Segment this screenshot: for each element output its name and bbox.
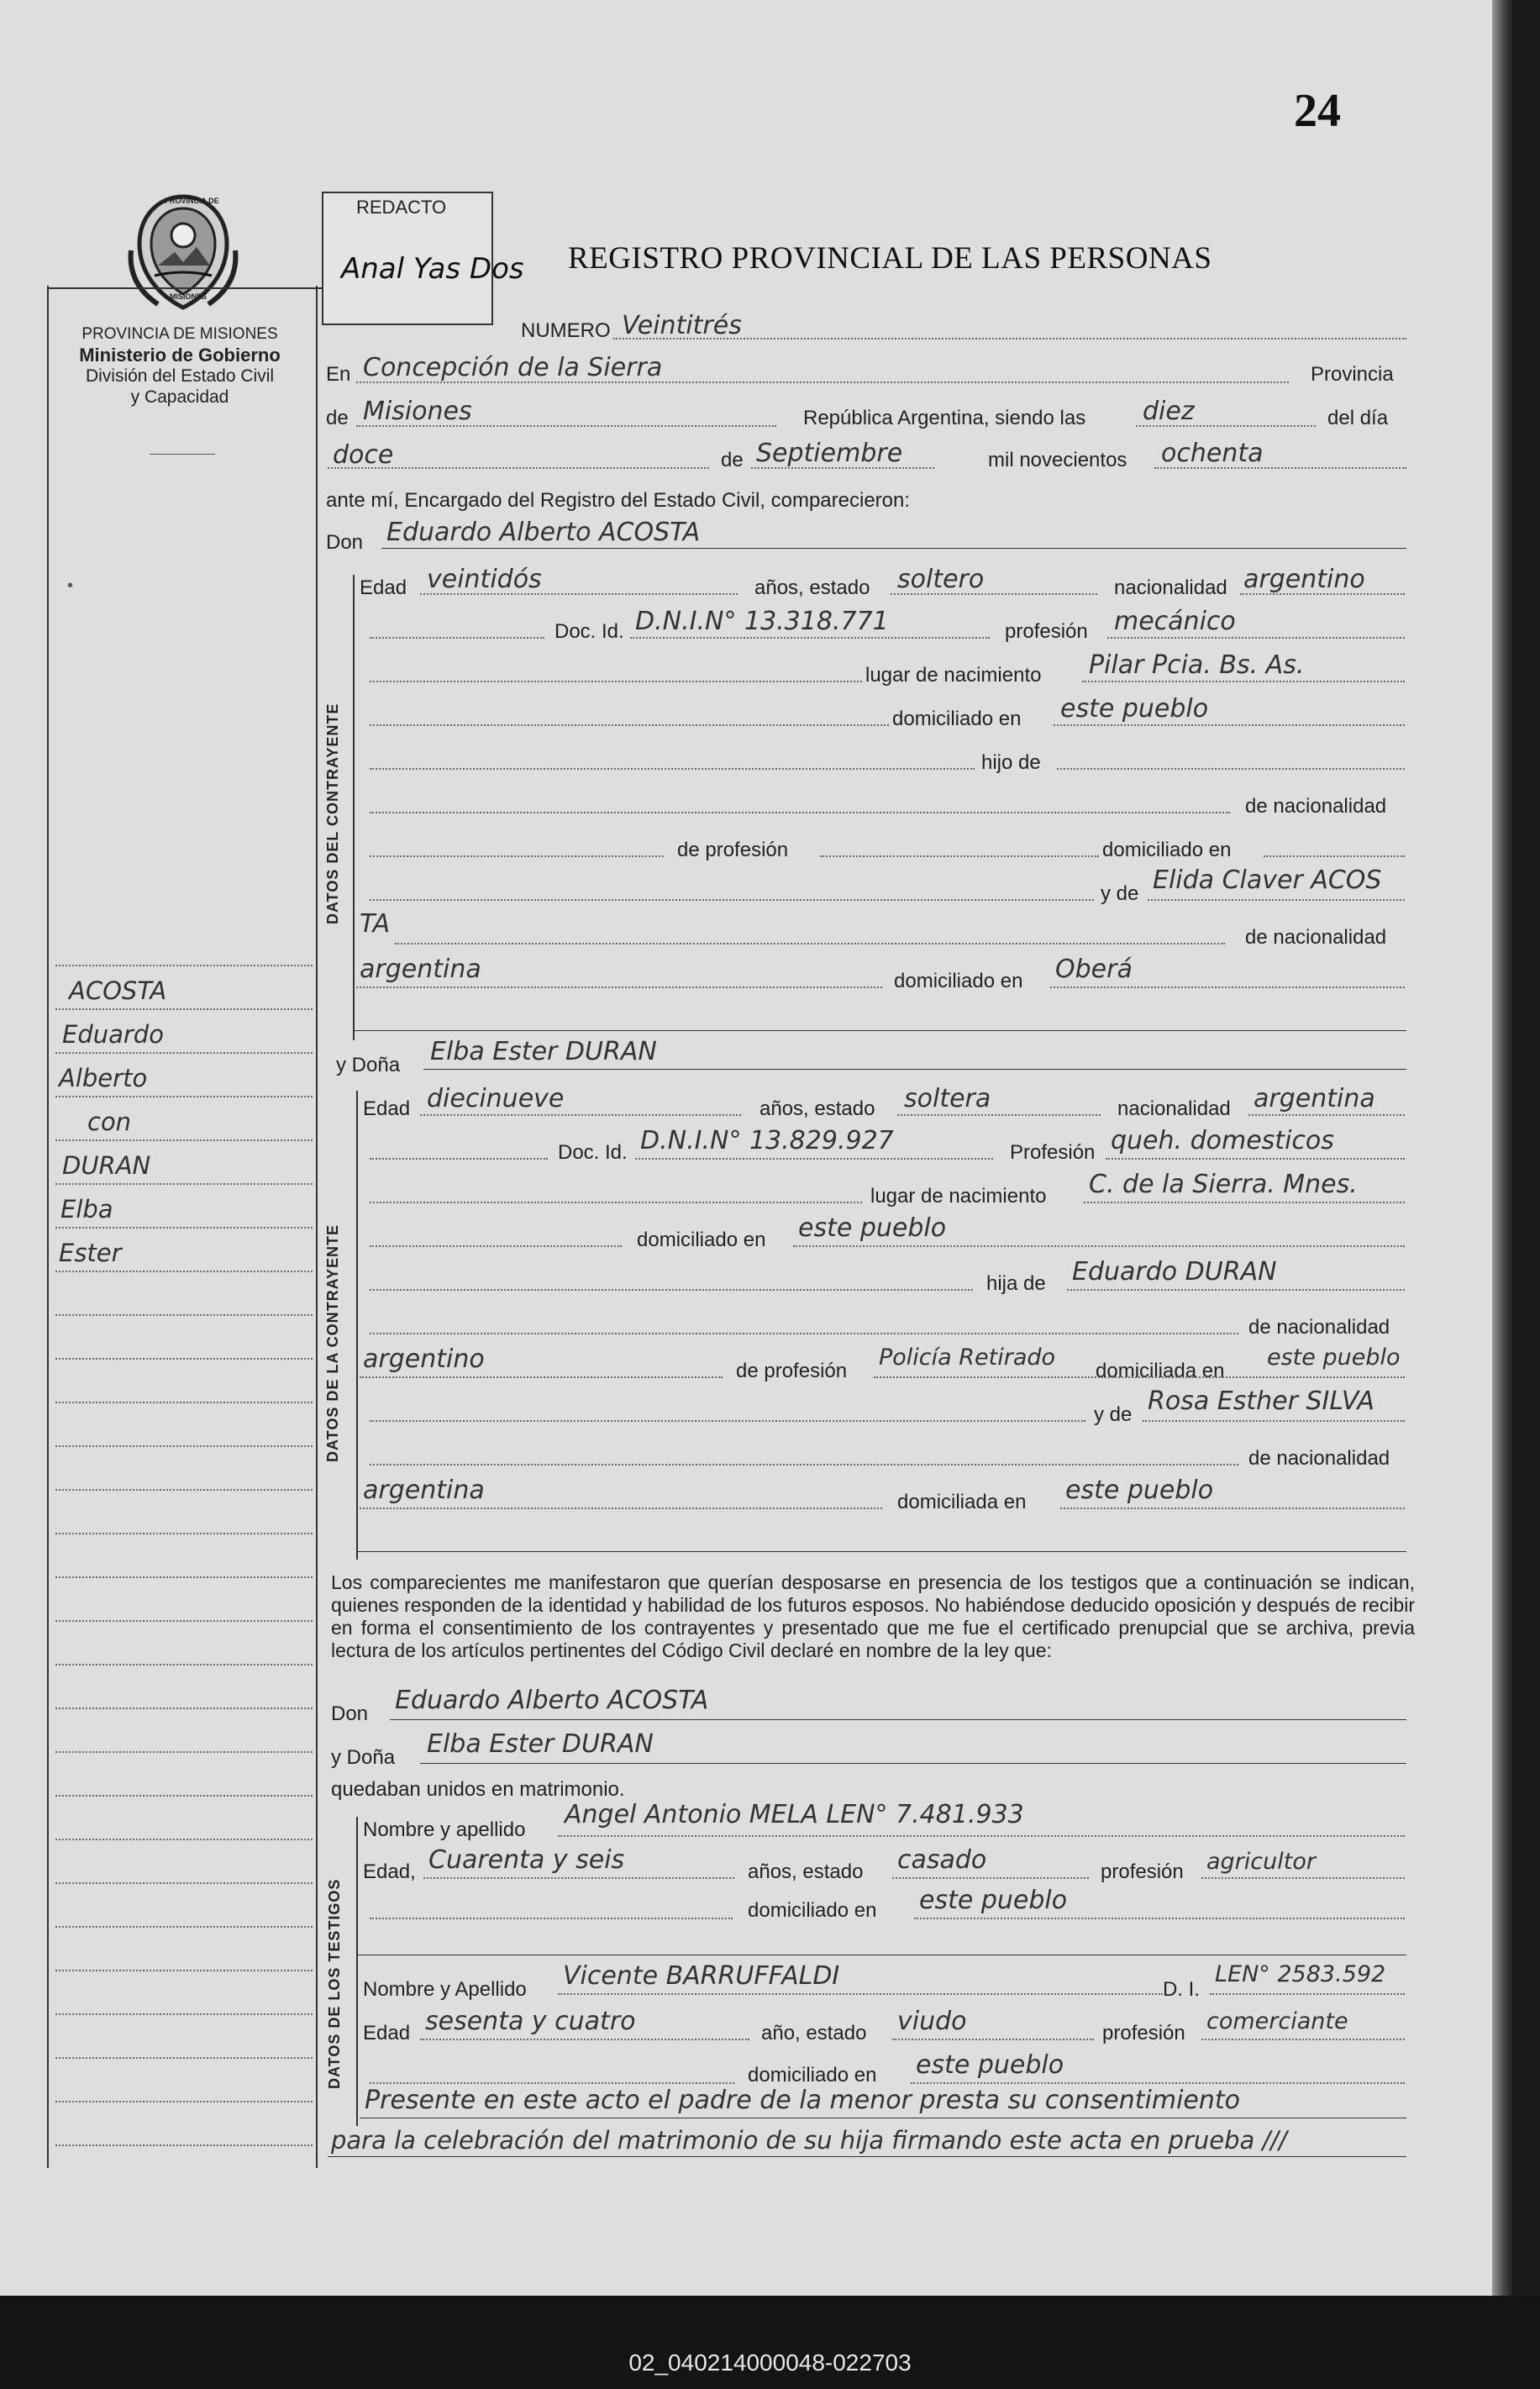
margin-rule-line (55, 1096, 313, 1097)
groom-dom-label: domiciliado en (892, 708, 1022, 730)
unidos-text: quedaban unidos en matrimonio. (331, 1778, 625, 1801)
en-value: Concepción de la Sierra (363, 353, 663, 382)
t1-profesion: agricultor (1206, 1849, 1316, 1875)
groom-nacionalidad: argentino (1243, 565, 1365, 594)
redacto-label: REDACTO (356, 197, 447, 218)
witness-section-rule (356, 1817, 358, 2126)
margin-rule-line (55, 1445, 313, 1447)
note-line-1: Presente en este acto el padre de la menor presta su consentimiento (365, 2086, 1240, 2115)
witness-section-label: DATOS DE LOS TESTIGOS (326, 1878, 343, 2089)
groom-lugar: Pilar Pcia. Bs. As. (1089, 650, 1305, 680)
book-spine-edge (1492, 0, 1512, 2296)
bride-lugar: C. de la Sierra. Mnes. (1089, 1170, 1358, 1199)
bride-edad-label: Edad (363, 1097, 411, 1120)
groom-mother-domicilio: Oberá (1055, 955, 1133, 984)
page-number: 24 (1294, 85, 1341, 137)
ante-mi-text: ante mí, Encargado del Registro del Estado Civil, comparecieron: (326, 489, 911, 512)
groom-profesion: mecánico (1114, 607, 1236, 636)
provincia-label: Provincia (1311, 363, 1394, 386)
redacto-signature: Anal Yas Dos (341, 252, 524, 286)
margin-rule-line (55, 1271, 313, 1272)
t1-nombre-label: Nombre y apellido (363, 1818, 526, 1841)
margin-top-rule (47, 287, 318, 289)
bride-profesion-label: Profesión (1010, 1141, 1096, 1164)
margin-rule-line (55, 965, 313, 966)
margin-name-5: DURAN (62, 1151, 151, 1180)
t2-estado: viudo (897, 2007, 967, 2036)
t1-estado: casado (897, 1845, 987, 1875)
groom-mother-dom-label: domiciliado en (894, 970, 1023, 992)
t2-estado-label: año, estado (761, 2022, 867, 2044)
margin-rule-line (55, 1139, 313, 1141)
t2-profesion-label: profesión (1102, 2022, 1185, 2044)
bride-estado: soltera (904, 1084, 991, 1113)
margin-name-2: Eduardo (62, 1020, 164, 1049)
bride-mother: Rosa Esther SILVA (1148, 1387, 1374, 1416)
bride-domicilio: este pueblo (798, 1213, 947, 1243)
margin-rule-line (55, 2013, 313, 2015)
left-margin-rule (47, 286, 49, 2168)
margin-rule-line (55, 1402, 313, 1403)
t1-domicilio: este pueblo (919, 1886, 1068, 1915)
dona-label: y Doña (336, 1054, 401, 1076)
de-label: de (326, 407, 349, 429)
bride-father-nac-label: de nacionalidad (1248, 1316, 1390, 1339)
provincia-value: Misiones (363, 397, 472, 426)
margin-rule-line (55, 1839, 313, 1840)
groom-father-dom-label: domiciliado en (1102, 839, 1232, 861)
margin-rule-line (55, 1227, 313, 1229)
margin-rule-line (55, 1970, 313, 1971)
margin-mark: • (67, 576, 74, 595)
seal-text-top: PROVINCIA DE (165, 197, 219, 205)
anio-value: ochenta (1161, 439, 1264, 468)
groom-nac-label: nacionalidad (1114, 576, 1227, 599)
bride-mother-nac-label: de nacionalidad (1248, 1447, 1390, 1470)
margin-name-6: Elba (60, 1195, 113, 1223)
margin-rule-line (55, 1620, 313, 1622)
t2-profesion: comerciante (1206, 2008, 1348, 2034)
bride-lugar-label: lugar de nacimiento (870, 1185, 1047, 1208)
bride-father-domicilio: este pueblo (1267, 1344, 1401, 1371)
t2-edad: sesenta y cuatro (425, 2007, 636, 2036)
t2-di: LEN° 2583.592 (1215, 1961, 1386, 1987)
bride-mother-dom-label: domiciliada en (897, 1491, 1027, 1513)
groom-mother-nacionalidad: argentina (360, 955, 481, 984)
dia-value: doce (333, 440, 394, 470)
bride-father-nacionalidad: argentino (363, 1344, 485, 1374)
numero-value: Veintitrés (622, 311, 742, 340)
bride-section-rule (356, 1091, 358, 1560)
groom-profesion-label: profesión (1005, 620, 1088, 643)
t2-domicilio: este pueblo (916, 2050, 1064, 2080)
margin-rule-line (55, 1576, 313, 1578)
issuer-ministry: Ministerio de Gobierno (79, 345, 281, 366)
t1-edad: Cuarenta y seis (428, 1845, 625, 1875)
en-label: En (326, 363, 351, 386)
groom-estado-label: años, estado (754, 576, 870, 599)
t2-nombre: Vicente BARRUFFALDI (563, 1961, 840, 1991)
groom-section-rule (353, 575, 355, 1040)
margin-rule-line (55, 1052, 313, 1054)
groom-section-label: DATOS DEL CONTRAYENTE (324, 702, 341, 924)
margin-rule-line (55, 1751, 313, 1753)
mes-value: Septiembre (756, 439, 903, 468)
margin-column-rule (316, 286, 318, 2168)
bride-hija-label: hija de (986, 1272, 1046, 1295)
margin-rule-line (55, 1926, 313, 1928)
groom-doc-label: Doc. Id. (555, 620, 624, 643)
groom-domicilio: este pueblo (1060, 694, 1209, 724)
t2-di-label: D. I. (1163, 1978, 1201, 2001)
margin-rule-line (55, 2057, 313, 2059)
decl-dona-label: y Doña (331, 1746, 396, 1769)
bride-father-profesion: Policía Retirado (879, 1344, 1056, 1371)
issuer-division: División del Estado Civil (85, 366, 275, 386)
bride-mother-domicilio: este pueblo (1065, 1476, 1214, 1505)
groom-name: Eduardo Alberto ACOSTA (386, 518, 701, 547)
t2-dom-label: domiciliado en (748, 2064, 877, 2086)
margin-rule-line (55, 1314, 313, 1316)
issuer-province: PROVINCIA DE MISIONES (81, 325, 278, 343)
groom-father-nac-label: de nacionalidad (1245, 795, 1387, 818)
groom-estado: soltero (897, 565, 985, 594)
issuer-block (46, 324, 313, 408)
decl-don-label: Don (331, 1702, 369, 1725)
seal-text-bottom: MISIONES (170, 292, 208, 301)
hora-value: diez (1143, 397, 1195, 426)
groom-mother-a: Elida Claver ACOS (1153, 866, 1382, 895)
bride-mother-nacionalidad: argentina (363, 1476, 485, 1505)
groom-edad-label: Edad (360, 576, 407, 599)
groom-y-de-label: y de (1101, 882, 1139, 905)
t1-nombre: Angel Antonio MELA LEN° 7.481.933 (565, 1800, 1024, 1829)
bride-name: Elba Ester DURAN (430, 1037, 657, 1066)
groom-father-prof-label: de profesión (677, 839, 789, 861)
t1-edad-label: Edad, (363, 1860, 416, 1883)
de-mes-label: de (721, 449, 744, 471)
groom-hijo-label: hijo de (981, 751, 1041, 774)
groom-lugar-label: lugar de nacimiento (865, 664, 1042, 687)
numero-label: NUMERO (521, 319, 611, 342)
margin-rule-line (55, 1489, 313, 1491)
decl-don-name: Eduardo Alberto ACOSTA (395, 1686, 709, 1715)
mil-label: mil novecientos (988, 449, 1127, 471)
margin-rule-line (55, 1358, 313, 1360)
bride-father-dom-label: domiciliada en (1096, 1360, 1225, 1382)
margin-rule-line (55, 1008, 313, 1010)
bride-doc: D.N.I.N° 13.829.927 (640, 1126, 894, 1155)
bride-nacionalidad: argentina (1254, 1084, 1375, 1113)
bride-nac-label: nacionalidad (1117, 1097, 1231, 1120)
bride-father: Eduardo DURAN (1072, 1257, 1277, 1287)
republica-label: República Argentina, siendo las (803, 407, 1086, 429)
margin-rule-line (55, 1533, 313, 1534)
margin-rule-line (55, 1795, 313, 1797)
document-title: REGISTRO PROVINCIAL DE LAS PERSONAS (568, 241, 1212, 276)
margin-name-4: con (87, 1108, 132, 1136)
del-dia-label: del día (1327, 407, 1389, 429)
margin-rule-line (55, 1664, 313, 1665)
bride-profesion: queh. domesticos (1111, 1126, 1334, 1155)
margin-rule-line (55, 1708, 313, 1709)
groom-doc: D.N.I.N° 13.318.771 (635, 607, 889, 636)
margin-rule-line (55, 1882, 313, 1884)
declaration-text: Los comparecientes me manifestaron que querían desposarse en presencia de los testigos que a continuación se indican, quienes responden de la identidad y habilidad de los futuros esposos. No habiéndose deducido oposición y después de recibir en forma el consentimiento de los contrayentes y presentado que me fue el certificado prenupcial que se archiva, previa lectura de los artículos pertinentes del Código Civil declaré en nombre de la ley que: (331, 1571, 1415, 1661)
groom-mother-b: TA (360, 909, 391, 939)
image-caption: 02_040214000048-022703 (628, 2350, 912, 2376)
note-line-2: para la celebración del matrimonio de su hija firmando este acta en prueba /// (331, 2126, 1287, 2155)
bride-section-label: DATOS DE LA CONTRAYENTE (324, 1223, 341, 1462)
margin-name-3: Alberto (59, 1064, 148, 1092)
divider (150, 454, 215, 455)
bride-y-de-label: y de (1094, 1403, 1133, 1426)
t1-profesion-label: profesión (1101, 1860, 1184, 1883)
t1-dom-label: domiciliado en (748, 1899, 877, 1922)
bride-father-prof-label: de profesión (736, 1360, 848, 1382)
bride-doc-label: Doc. Id. (558, 1141, 628, 1164)
margin-rule-line (55, 2101, 313, 2102)
groom-mother-nac-label: de nacionalidad (1245, 926, 1387, 949)
t1-estado-label: años, estado (748, 1860, 864, 1883)
margin-name-7: Ester (59, 1239, 122, 1267)
margin-name-1: ACOSTA (69, 976, 167, 1005)
decl-dona-name: Elba Ester DURAN (427, 1729, 654, 1759)
bride-dom-label: domiciliado en (637, 1229, 766, 1251)
don-label: Don (326, 531, 364, 554)
t2-nombre-label: Nombre y Apellido (363, 1978, 527, 2001)
margin-rule-line (55, 2144, 313, 2146)
groom-edad: veintidós (427, 565, 542, 594)
bride-edad: diecinueve (427, 1084, 565, 1113)
t2-edad-label: Edad (363, 2022, 411, 2044)
bride-estado-label: años, estado (759, 1097, 875, 1120)
margin-rule-line (55, 1183, 313, 1185)
issuer-capacidad: y Capacidad (130, 387, 229, 407)
